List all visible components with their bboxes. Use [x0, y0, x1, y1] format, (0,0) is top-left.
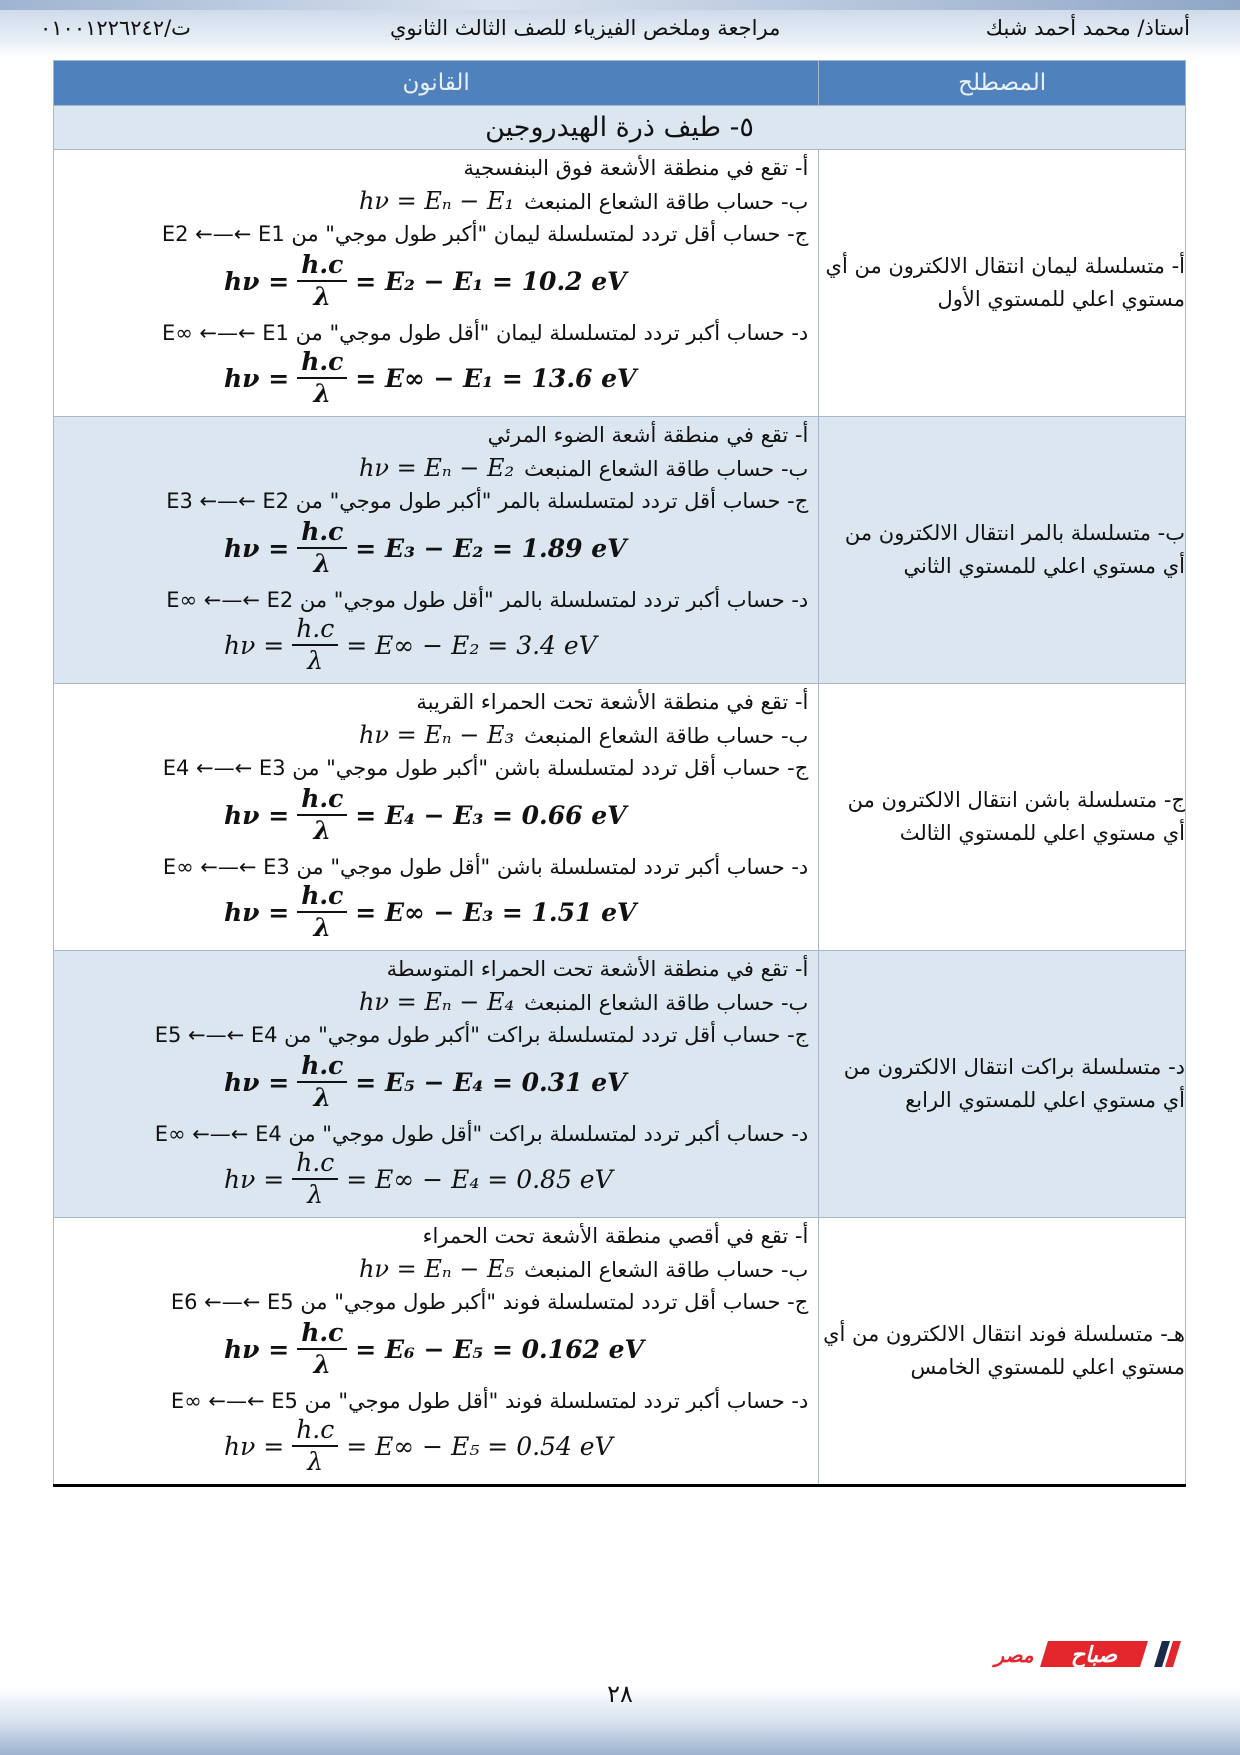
equation-rhs: = E∞ − E₄ = 0.85 eV — [346, 1164, 613, 1194]
law-content — [54, 951, 818, 1217]
hydrogen-spectrum-table — [53, 60, 1186, 1487]
equation-rhs: = E₆ − E₅ = 0.162 eV — [355, 1334, 644, 1364]
equation-rhs: = E₅ − E₄ = 0.31 eV — [355, 1067, 627, 1097]
fraction-numerator: h.c — [297, 250, 347, 282]
fraction-denominator: λ — [313, 1083, 331, 1112]
fraction-denominator: λ — [307, 1180, 324, 1209]
fraction-hc-over-lambda — [297, 1051, 347, 1113]
table-row — [54, 150, 1186, 417]
law-line-b — [359, 986, 808, 1018]
fraction-numerator: h.c — [297, 1051, 347, 1083]
fraction-numerator: h.c — [292, 1148, 338, 1180]
fraction-numerator: h.c — [297, 347, 347, 379]
fraction-hc-over-lambda — [292, 1415, 338, 1477]
law-line-b-text: ب- حساب طاقة الشعاع المنبعث — [524, 190, 809, 214]
frequency-equation — [224, 614, 597, 676]
fraction-hc-over-lambda — [297, 881, 347, 943]
frequency-equation — [224, 784, 627, 846]
energy-equation: hν = Eₙ − E₂ — [358, 454, 515, 482]
series-term: ج- متسلسلة باشن انتقال الالكترون من أي مستوي اعلي للمستوي الثالث — [819, 684, 1186, 951]
law-line-b — [359, 185, 808, 217]
frequency-equation — [224, 1318, 644, 1380]
fraction-denominator: λ — [307, 646, 324, 675]
table-header-row — [54, 61, 1186, 106]
column-header-law: القانون — [54, 61, 819, 106]
author-name: أستاذ/ محمد أحمد شبك — [985, 16, 1190, 40]
equation-rhs: = E₄ − E₃ = 0.66 eV — [355, 800, 627, 830]
frequency-equation — [224, 881, 636, 943]
frequency-equation — [224, 1415, 613, 1477]
fraction-numerator: h.c — [297, 1318, 347, 1350]
fraction-hc-over-lambda — [292, 1148, 338, 1210]
section-title: ٥- طيف ذرة الهيدروجين — [54, 106, 1186, 150]
law-content — [54, 417, 818, 683]
frequency-equation — [224, 347, 636, 409]
fraction-numerator: h.c — [297, 881, 347, 913]
equation-rhs: = E∞ − E₅ = 0.54 eV — [346, 1431, 613, 1461]
fraction-hc-over-lambda — [292, 614, 338, 676]
law-line-b-text: ب- حساب طاقة الشعاع المنبعث — [524, 1258, 809, 1282]
series-law-cell — [54, 684, 819, 951]
svg-text:مصر: مصر — [994, 1643, 1034, 1667]
fraction-numerator: h.c — [297, 517, 347, 549]
law-line-a: أ- تقع في منطقة الأشعة فوق البنفسجية — [463, 156, 809, 180]
equation-lhs: hν = — [224, 897, 290, 927]
fraction-denominator: λ — [307, 1447, 324, 1476]
svg-text:صباح: صباح — [1070, 1643, 1118, 1668]
frequency-equation — [224, 250, 627, 312]
series-law-cell — [54, 951, 819, 1218]
law-line-d: د- حساب أكبر تردد لمتسلسلة بالمر "أقل طول موجي" من E∞ ←—← E2 — [166, 588, 809, 612]
energy-equation: hν = Eₙ − E₃ — [358, 721, 515, 749]
series-term: هـ- متسلسلة فوند انتقال الالكترون من أي مستوي اعلي للمستوي الخامس — [819, 1218, 1186, 1486]
fraction-numerator: h.c — [297, 784, 347, 816]
law-line-b-text: ب- حساب طاقة الشعاع المنبعث — [524, 724, 809, 748]
equation-lhs: hν = — [224, 1164, 285, 1194]
fraction-denominator: λ — [313, 913, 331, 942]
equation-lhs: hν = — [224, 1431, 285, 1461]
equation-lhs: hν = — [224, 363, 290, 393]
law-line-d: د- حساب أكبر تردد لمتسلسلة ليمان "أقل طول موجي" من E∞ ←—← E1 — [161, 321, 809, 345]
frequency-equation — [224, 1051, 627, 1113]
equation-lhs: hν = — [224, 1334, 290, 1364]
law-line-a: أ- تقع في أقصي منطقة الأشعة تحت الحمراء — [422, 1224, 809, 1248]
column-header-term: المصطلح — [819, 61, 1186, 106]
frequency-equation — [224, 1148, 613, 1210]
equation-rhs: = E∞ − E₂ = 3.4 eV — [346, 630, 597, 660]
equation-lhs: hν = — [224, 800, 290, 830]
page-header — [40, 16, 1190, 50]
frequency-equation — [224, 517, 627, 579]
law-content — [54, 684, 818, 950]
law-line-c: ج- حساب أقل تردد لمتسلسلة بالمر "أكبر طول موجي" من E3 ←—← E2 — [166, 489, 809, 513]
fraction-denominator: λ — [313, 816, 331, 845]
phone-number: ت/٠١٠٠١٢٢٦٢٤٢ — [40, 16, 191, 40]
page-number: ٢٨ — [607, 1680, 633, 1708]
fraction-hc-over-lambda — [297, 347, 347, 409]
series-law-cell — [54, 150, 819, 417]
series-term: د- متسلسلة براكت انتقال الالكترون من أي مستوي اعلي للمستوي الرابع — [819, 951, 1186, 1218]
energy-equation: hν = Eₙ − E₄ — [358, 988, 515, 1016]
law-line-d: د- حساب أكبر تردد لمتسلسلة فوند "أقل طول موجي" من E∞ ←—← E5 — [170, 1389, 809, 1413]
law-line-b — [359, 452, 808, 484]
law-line-b — [359, 1253, 808, 1285]
law-line-b — [359, 719, 808, 751]
law-line-a: أ- تقع في منطقة الأشعة تحت الحمراء القريبة — [416, 690, 809, 714]
fraction-hc-over-lambda — [297, 784, 347, 846]
table-row — [54, 417, 1186, 684]
equation-lhs: hν = — [224, 533, 290, 563]
energy-equation: hν = Eₙ − E₅ — [358, 1255, 515, 1283]
equation-rhs: = E₃ − E₂ = 1.89 eV — [355, 533, 627, 563]
law-content — [54, 1218, 818, 1484]
equation-lhs: hν = — [224, 630, 285, 660]
energy-equation: hν = Eₙ − E₁ — [358, 187, 515, 215]
law-line-d: د- حساب أكبر تردد لمتسلسلة براكت "أقل طول موجي" من E∞ ←—← E4 — [154, 1122, 809, 1146]
series-term: أ- متسلسلة ليمان انتقال الالكترون من أي مستوي اعلي للمستوي الأول — [819, 150, 1186, 417]
fraction-hc-over-lambda — [297, 250, 347, 312]
fraction-denominator: λ — [313, 379, 331, 408]
equation-rhs: = E∞ − E₁ = 13.6 eV — [355, 363, 637, 393]
fraction-hc-over-lambda — [297, 517, 347, 579]
law-line-c: ج- حساب أقل تردد لمتسلسلة باشن "أكبر طول موجي" من E4 ←—← E3 — [162, 756, 809, 780]
law-content — [54, 150, 818, 416]
series-term: ب- متسلسلة بالمر انتقال الالكترون من أي مستوي اعلي للمستوي الثاني — [819, 417, 1186, 684]
series-law-cell — [54, 417, 819, 684]
section-title-row — [54, 106, 1186, 150]
equation-rhs: = E₂ − E₁ = 10.2 eV — [355, 266, 627, 296]
table-row — [54, 684, 1186, 951]
law-line-d: د- حساب أكبر تردد لمتسلسلة باشن "أقل طول موجي" من E∞ ←—← E3 — [162, 855, 809, 879]
equation-lhs: hν = — [224, 266, 290, 296]
fraction-numerator: h.c — [292, 1415, 338, 1447]
law-line-b-text: ب- حساب طاقة الشعاع المنبعث — [524, 991, 809, 1015]
sabah-masr-logo — [990, 1635, 1186, 1675]
equation-lhs: hν = — [224, 1067, 290, 1097]
law-line-c: ج- حساب أقل تردد لمتسلسلة فوند "أكبر طول موجي" من E6 ←—← E5 — [170, 1290, 809, 1314]
series-law-cell — [54, 1218, 819, 1486]
table-row — [54, 1218, 1186, 1486]
fraction-hc-over-lambda — [297, 1318, 347, 1380]
fraction-denominator: λ — [313, 1350, 331, 1379]
law-line-b-text: ب- حساب طاقة الشعاع المنبعث — [524, 457, 809, 481]
law-line-c: ج- حساب أقل تردد لمتسلسلة براكت "أكبر طول موجي" من E5 ←—← E4 — [154, 1023, 809, 1047]
law-line-a: أ- تقع في منطقة الأشعة تحت الحمراء المتوسطة — [386, 957, 809, 981]
fraction-denominator: λ — [313, 549, 331, 578]
law-line-c: ج- حساب أقل تردد لمتسلسلة ليمان "أكبر طول موجي" من E2 ←—← E1 — [161, 222, 809, 246]
table-row — [54, 951, 1186, 1218]
law-line-a: أ- تقع في منطقة أشعة الضوء المرئي — [487, 423, 809, 447]
equation-rhs: = E∞ − E₃ = 1.51 eV — [355, 897, 637, 927]
fraction-denominator: λ — [313, 282, 331, 311]
document-title: مراجعة وملخص الفيزياء للصف الثالث الثانوي — [390, 16, 781, 40]
fraction-numerator: h.c — [292, 614, 338, 646]
